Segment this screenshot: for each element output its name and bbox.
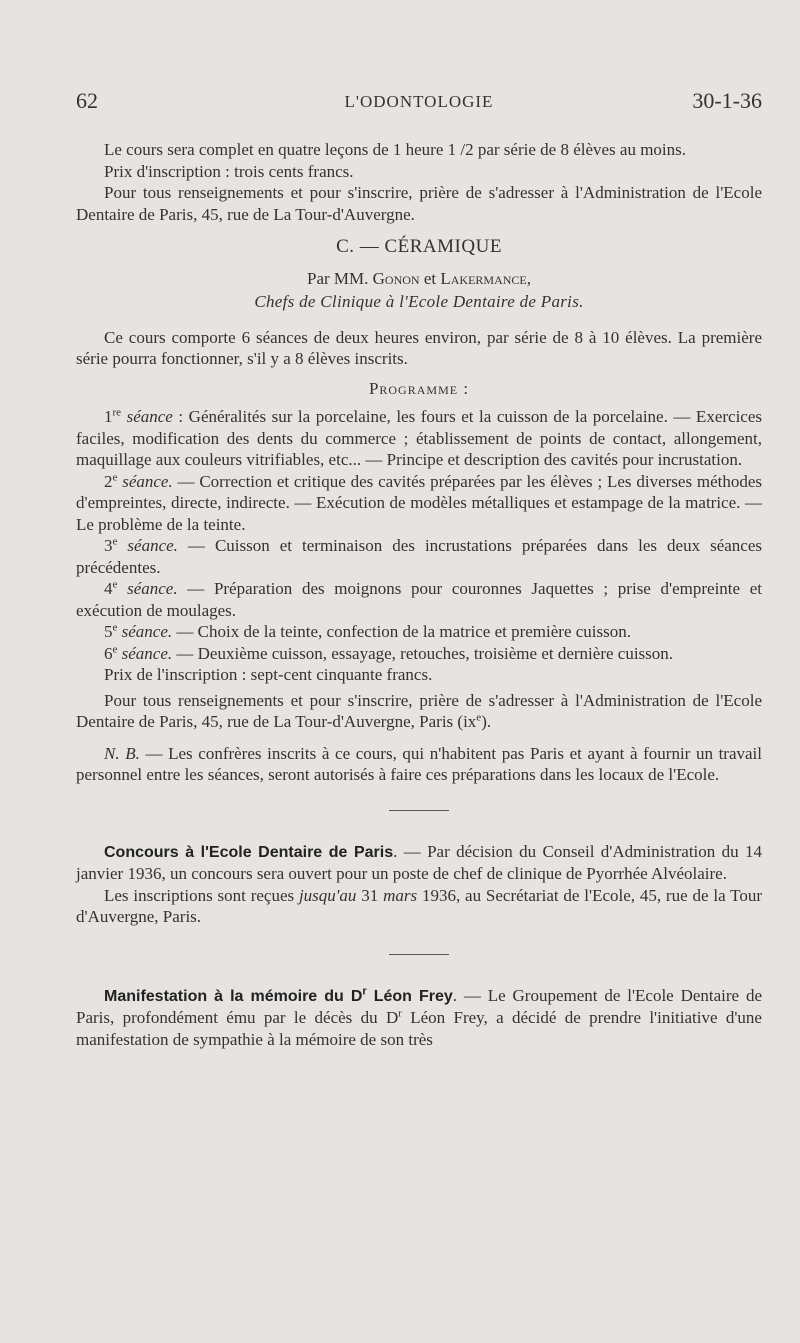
session-item <box>76 406 762 471</box>
contact-superscript: e <box>476 711 482 724</box>
session-item <box>76 578 762 621</box>
concours-p2-emphasis-1: jusqu'au <box>298 885 357 905</box>
concours-paragraph-1 <box>76 841 762 885</box>
session-text: : Généralités sur la porcelaine, les fours et la cuisson de la porcelaine. — Exercices faciles, modification des dents du commerce ; établissement de points de contact, allongement, maquillage aux couleurs vitrifiables, etc... — Principe et description des cavités pour incrustation. <box>76 407 762 469</box>
author-1: Gonon <box>372 268 420 288</box>
session-item <box>76 471 762 536</box>
session-number-suffix: e <box>112 642 118 655</box>
section-divider-2 <box>389 954 449 955</box>
session-number-suffix: re <box>112 406 122 419</box>
concours-text: . — Par décision du Conseil d'Administration du 14 janvier 1936, un concours sera ouvert pour un poste de chef de clinique de Pyorrhée Alvéolaire. <box>76 841 763 883</box>
session-list <box>76 406 762 664</box>
author-2: Lakermance, <box>440 268 532 288</box>
authors-affiliation: Chefs de Clinique à l'Ecole Dentaire de Paris. <box>254 292 584 311</box>
journal-title: L'ODONTOLOGIE <box>344 92 494 111</box>
session-label: séance. <box>127 536 178 555</box>
programme-label: Programme : <box>368 378 470 398</box>
intro-paragraph-2: Prix d'inscription : trois cents francs. <box>104 161 354 181</box>
concours-p2-part-c: 1936, au Secrétariat de l'Ecole, 45, rue de la Tour d'Auvergne, Paris. <box>76 885 762 926</box>
page-number: 62 <box>76 88 98 113</box>
session-item <box>76 643 762 665</box>
intro-paragraph-3: Pour tous renseignements et pour s'inscrire, prière de s'adresser à l'Administration de l'Ecole Dentaire de Paris, 45, rue de La Tour-d'Auvergne. <box>76 183 762 224</box>
contact-end: ). <box>481 712 492 731</box>
manifestation-heading-sup: r <box>362 985 367 998</box>
intro-paragraph-1: Le cours sera complet en quatre leçons de 1 heure 1 /2 par série de 8 élèves au moins. <box>104 140 687 159</box>
authors-and: et <box>423 268 437 288</box>
session-number-suffix: e <box>112 621 118 634</box>
nota-bene-text: — Les confrères inscrits à ce cours, qui n'habitent pas Paris et ayant à fournir un travail personnel entre les séances, seront autorisés à faire ces préparations dans les locaux de l'Ecole. <box>76 743 763 784</box>
manifestation-text-sup: r <box>398 1007 402 1020</box>
session-label: séance. <box>121 622 173 641</box>
manifestation-heading-b: Léon Frey <box>366 987 453 1005</box>
session-number: 6 <box>104 643 113 663</box>
concours-heading: Concours à l'Ecole Dentaire de Paris <box>104 843 394 861</box>
manifestation-paragraph <box>76 985 762 1051</box>
concours-p2-emphasis-2: mars <box>383 885 418 905</box>
running-header <box>76 88 762 120</box>
session-number-suffix: e <box>112 578 118 591</box>
session-number: 4 <box>104 579 113 598</box>
authors-prefix: Par MM. <box>306 268 369 288</box>
session-text: — Cuisson et terminaison des incrustations préparées dans les deux séances précédentes. <box>76 536 763 577</box>
manifestation-text-a: . — Le Groupement de l'Ecole Dentaire de Paris, profondément ému par le décès du D <box>76 985 762 1027</box>
course-contact <box>76 690 762 733</box>
session-number: 2 <box>104 471 113 491</box>
session-number-suffix: e <box>112 535 118 548</box>
session-label: séance. <box>121 643 173 663</box>
session-label: séance. <box>127 579 178 598</box>
section-title-ceramique: C. — CÉRAMIQUE <box>336 236 502 257</box>
manifestation-text-b: Léon Frey, a décidé de prendre l'initiative d'une manifestation de sympathie à la mémoire de son très <box>76 1008 762 1049</box>
session-text: — Correction et critique des cavités préparées par les élèves ; Les diverses méthodes d'empreintes, directe, indirecte. — Exécution de modèles métalliques et estampage de la matrice. — Le problème de la teinte. <box>76 471 763 534</box>
manifestation-heading <box>104 985 453 1005</box>
concours-paragraph-2 <box>76 885 762 928</box>
concours-p2-part-b: 31 <box>356 885 384 905</box>
session-text: — Deuxième cuisson, essayage, retouches, troisième et dernière cuisson. <box>172 643 674 663</box>
session-item <box>76 621 762 643</box>
section-divider-1 <box>389 810 449 811</box>
manifestation-heading-a: Manifestation à la mémoire du D <box>104 987 363 1005</box>
concours-p2-part-a: Les inscriptions sont reçues <box>104 885 299 905</box>
page-body <box>76 139 762 1050</box>
session-text: — Choix de la teinte, confection de la matrice et première cuisson. <box>172 622 631 641</box>
session-number-suffix: e <box>112 470 118 483</box>
session-number: 3 <box>104 536 113 555</box>
session-text: — Préparation des moignons pour couronnes Jaquettes ; prise d'empreinte et exécution de moulages. <box>76 579 763 620</box>
authors-line <box>76 268 762 290</box>
nota-bene-label: N. B. <box>104 743 140 763</box>
course-description: Ce cours comporte 6 séances de deux heures environ, par série de 8 à 10 élèves. La première série pourra fonctionner, s'il y a 8 élèves inscrits. <box>76 327 762 368</box>
course-price: Prix de l'inscription : sept-cent cinquante francs. <box>104 665 433 684</box>
issue-date: 30-1-36 <box>692 88 762 113</box>
session-number: 1 <box>104 407 113 426</box>
nota-bene <box>76 743 762 786</box>
session-number: 5 <box>104 622 113 641</box>
session-label: séance <box>126 407 173 426</box>
session-label: séance. <box>122 471 173 491</box>
contact-text: Pour tous renseignements et pour s'inscrire, prière de s'adresser à l'Administration de l'Ecole Dentaire de Paris, 45, rue de La Tour-d'Auvergne, Paris (ix <box>76 690 762 731</box>
session-item <box>76 535 762 578</box>
